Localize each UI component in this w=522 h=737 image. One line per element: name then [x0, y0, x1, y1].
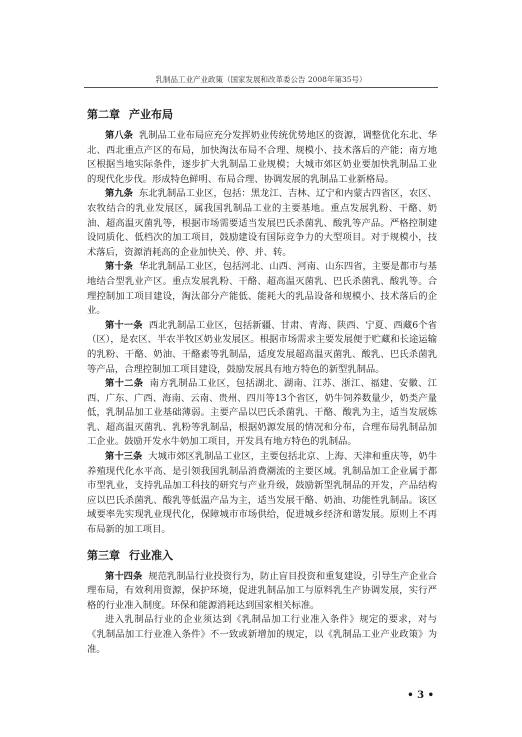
- running-header: 乳制品工业产业政策（国家发展和改革委公告 2008年第35号）: [155, 75, 367, 84]
- article-text: 东北乳制品工业区，包括：黑龙江、吉林、辽宁和内蒙古四省区，农区、农牧结合的乳业发展区，属我国乳制品工业的主要基地。重点发展乳粉、干酪、奶油、超高温灭菌乳等，根据市场需要适当发展巴氏杀菌乳、酸乳等产品。严格控制建设同质化、低档次的加工项目，鼓励建设有国际竞争力的大型项目。对于规模小，技术落后，资源消耗高的企业加快关、停、并、转。: [87, 188, 437, 258]
- article-number: 第十一条: [105, 319, 143, 331]
- page-number: • 3 •: [407, 690, 434, 701]
- article-paragraph: [87, 613, 437, 657]
- article-number: 第十四条: [105, 570, 143, 582]
- article-text: 进入乳制品行业的企业须达到《乳制品加工行业准入条件》规定的要求，对与《乳制品加工行业准入条件》不一致或新增加的规定，以《乳制品工业产业政策》为准。: [87, 614, 437, 655]
- article-paragraph: [87, 187, 437, 260]
- article-number: 第十二条: [105, 378, 144, 390]
- article-paragraph: [87, 377, 437, 450]
- article-paragraph: [87, 129, 437, 187]
- header-rule: [84, 87, 438, 88]
- document-body: [87, 101, 437, 657]
- article-paragraph: [87, 319, 437, 377]
- chapter-number: 第三章: [87, 548, 120, 562]
- chapter-heading: [87, 542, 437, 570]
- article-paragraph: [87, 570, 437, 614]
- chapter-heading: [87, 101, 437, 129]
- article-text: 乳制品工业布局应充分发挥奶业传统优势地区的资源，调整优化东北、华北、西北重点产区的布局，加快淘汰布局不合理、规模小、技术落后的产能；南方地区根据当地实际条件，逐步扩大乳制品工业规模；大城市郊区奶业要加快乳制品工业的现代化步伐。形成特色鲜明、布局合理、协调发展的乳制品工业新格局。: [87, 130, 437, 185]
- article-paragraph: [87, 260, 437, 318]
- article-number: 第九条: [105, 188, 133, 200]
- article-number: 第十三条: [105, 451, 143, 463]
- article-text: 大城市郊区乳制品工业区，主要包括北京、上海、天津和重庆等，奶牛养殖现代化水平高、是引领我国乳制品消费潮流的主要区域。乳制品加工企业属于都市型乳业，支持乳品加工科技的研究与产业升级，鼓励新型乳制品的开发，产品结构应以巴氏杀菌乳、酸乳等低温产品为主，适当发展干酪、奶油、功能性乳制品。该区域要率先实现乳业现代化，保障城市市场供给，促进城乡经济和谐发展。原则上不再布局新的加工项目。: [87, 451, 437, 536]
- chapter-number: 第二章: [87, 108, 120, 121]
- article-text: 西北乳制品工业区，包括新疆、甘肃、青海、陕西、宁夏、西藏6个省（区），是农区、半农半牧区奶业发展区。根据市场需求主要发展便于贮藏和长途运输的乳粉、干酪、奶油、干酪素等乳制品，适度发展超高温灭菌乳、酸乳、巴氏杀菌乳等产品，合理控制加工项目建设，鼓励发展具有地方特色的新型乳制品。: [87, 319, 437, 375]
- article-text: 南方乳制品工业区，包括湖北、湖南、江苏、浙江、福建、安徽、江西、广东、广西、海南、云南、贵州、四川等13个省区，奶牛饲养数量少，奶类产量低，乳制品加工业基础薄弱。主要产品以巴氏杀菌乳、干酪、酸乳为主，适当发展炼乳、超高温灭菌乳、乳粉等乳制品，根据奶源发展的情况和分布，合理布局乳制品加工企业。鼓励开发水牛奶加工项目，开发具有地方特色的乳制品。: [87, 378, 437, 448]
- article-number: 第八条: [105, 130, 133, 141]
- chapter-title: 产业布局: [129, 108, 173, 121]
- article-text: 华北乳制品工业区，包括河北、山西、河南、山东四省，主要是都市与基地结合型乳业产区。重点发展乳粉、干酪、超高温灭菌乳、巴氏杀菌乳、酸乳等。合理控制加工项目建设，淘汰部分产能低、能耗大的乳品设备和规模小、技术落后的企业。: [87, 261, 437, 317]
- chapter-title: 行业准入: [129, 548, 173, 562]
- article-paragraph: [87, 450, 437, 538]
- article-number: 第十条: [105, 261, 133, 273]
- article-text: 规范乳制品行业投资行为，防止盲目投资和重复建设，引导生产企业合理布局，有效利用资源，保护环境，促进乳制品加工与原料乳生产协调发展，实行严格的行业准入制度。环保和能源消耗达到国家相关标准。: [87, 570, 437, 611]
